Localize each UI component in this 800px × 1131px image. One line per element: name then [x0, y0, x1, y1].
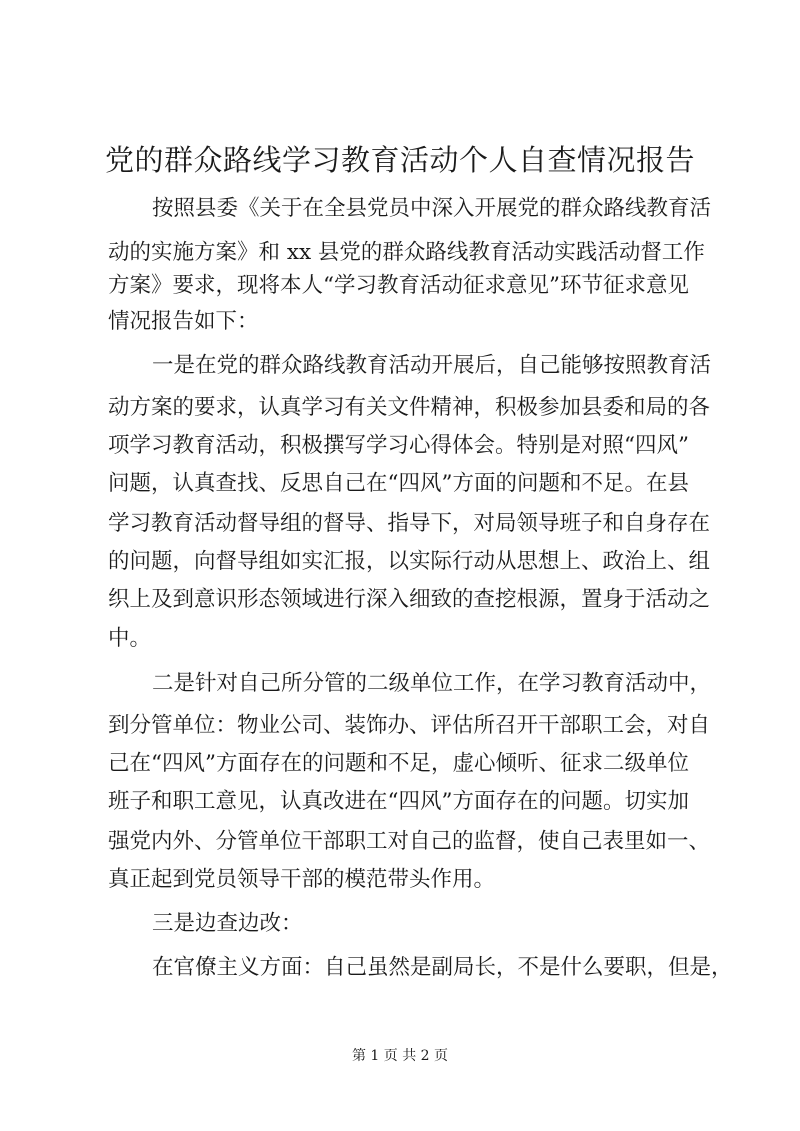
text-line: 学习教育活动督导组的督导、指导下，对局领导班子和自身存在: [108, 511, 711, 536]
text-line: 的问题，向督导组如实汇报，以实际行动从思想上、政治上、组: [108, 549, 711, 574]
text-line: 三是边查边改：: [152, 911, 303, 936]
text-line: 情况报告如下：: [108, 309, 259, 334]
text-line: 到分管单位：物业公司、装饰办、评估所召开干部职工会，对自: [108, 713, 711, 738]
text-line: 一是在党的群众路线教育活动开展后，自己能够按照教育活: [152, 353, 712, 378]
text-line: 项学习教育活动，积极撰写学习心得体会。特别是对照“四风”: [108, 433, 689, 458]
text-line: 班子和职工意见，认真改进在“四风”方面存在的问题。切实加: [108, 789, 689, 814]
text-line: 织上及到意识形态领域进行深入细致的查挖根源，置身于活动之: [108, 587, 711, 612]
text-line: 真正起到党员领导干部的模范带头作用。: [108, 867, 496, 892]
document-title: 党的群众路线学习教育活动个人自查情况报告: [104, 143, 695, 177]
text-line: 二是针对自己所分管的二级单位工作，在学习教育活动中，: [152, 671, 712, 696]
text-line: 在官僚主义方面：自己虽然是副局长，不是什么要职，但是，: [152, 955, 733, 980]
text-line: 问题，认真查找、反思自己在“四风”方面的问题和不足。在县: [108, 471, 689, 496]
text-line: 按照县委《关于在全县党员中深入开展党的群众路线教育活: [152, 196, 712, 221]
text-line: 动的实施方案》和 xx 县党的群众路线教育活动实践活动督工作: [108, 240, 705, 265]
text-line: 方案》要求，现将本人“学习教育活动征求意见”环节征求意见: [108, 273, 689, 298]
text-line: 动方案的要求，认真学习有关文件精神，积极参加县委和局的各: [108, 395, 711, 420]
text-line: 己在“四风”方面存在的问题和不足，虚心倾听、征求二级单位: [108, 751, 689, 776]
text-line: 强党内外、分管单位干部职工对自己的监督，使自己表里如一、: [108, 829, 711, 854]
text-line: 中。: [108, 626, 152, 651]
page-footer: 第 1 页 共 2 页: [351, 1048, 449, 1064]
